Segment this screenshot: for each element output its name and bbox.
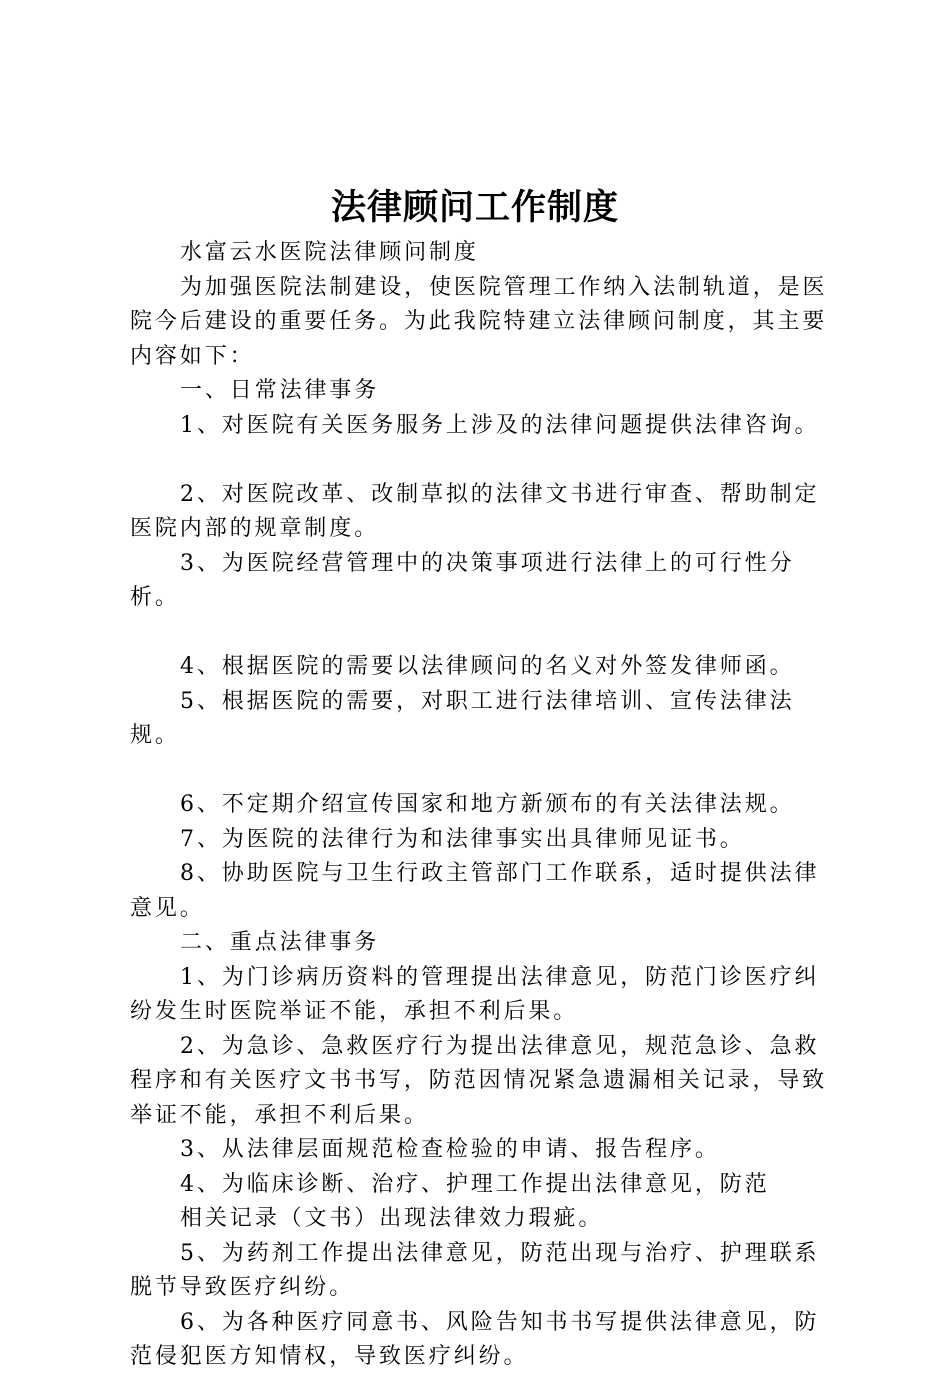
paragraph-intro: 为加强医院法制建设，使医院管理工作纳入法制轨道，是医院今后建设的重要任务。为此我院特建立法律顾问制度，其主要内容如下： — [130, 274, 828, 369]
list-item: 4、为临床诊断、治疗、护理工作提出法律意见，防范 — [180, 1171, 770, 1197]
section-heading-daily: 一、日常法律事务 — [180, 378, 380, 403]
paragraph-subtitle: 水富云水医院法律顾问制度 — [180, 240, 479, 265]
list-item: 2、对医院改革、改制草拟的法律文书进行审查、帮助制定医院内部的规章制度。 — [130, 481, 820, 541]
list-item-continuation: 相关记录（文书）出现法律效力瑕疵。 — [180, 1206, 604, 1231]
document-title: 法律顾问工作制度 — [330, 187, 619, 228]
list-item: 1、为门诊病历资料的管理提出法律意见，防范门诊医疗纠纷发生时医院举证不能，承担不利后果。 — [130, 964, 820, 1024]
list-item: 6、为各种医疗同意书、风险告知书书写提供法律意见，防范侵犯医方知情权，导致医疗纠纷。 — [130, 1309, 820, 1369]
list-item: 6、不定期介绍宣传国家和地方新颁布的有关法律法规。 — [180, 792, 795, 817]
document-body — [130, 236, 840, 1375]
list-item: 4、根据医院的需要以法律顾问的名义对外签发律师函。 — [180, 654, 795, 679]
list-item: 3、从法律层面规范检查检验的申请、报告程序。 — [180, 1137, 720, 1162]
list-item: 7、为医院的法律行为和法律事实出具律师见证书。 — [180, 826, 745, 852]
list-item: 5、根据医院的需要，对职工进行法律培训、宣传法律法规。 — [130, 688, 795, 748]
section-heading-key: 二、重点法律事务 — [180, 930, 380, 955]
list-item: 2、为急诊、急救医疗行为提出法律意见，规范急诊、急救程序和有关医疗文书书写，防范因情况紧急遗漏相关记录，导致举证不能，承担不利后果。 — [130, 1033, 828, 1128]
list-item: 5、为药剂工作提出法律意见，防范出现与治疗、护理联系脱节导致医疗纠纷。 — [130, 1240, 820, 1300]
list-item: 3、为医院经营管理中的决策事项进行法律上的可行性分析。 — [130, 550, 795, 610]
list-item: 1、对医院有关医务服务上涉及的法律问题提供法律咨询。 — [180, 412, 820, 438]
list-item: 8、协助医院与卫生行政主管部门工作联系，适时提供法律意见。 — [130, 861, 820, 921]
